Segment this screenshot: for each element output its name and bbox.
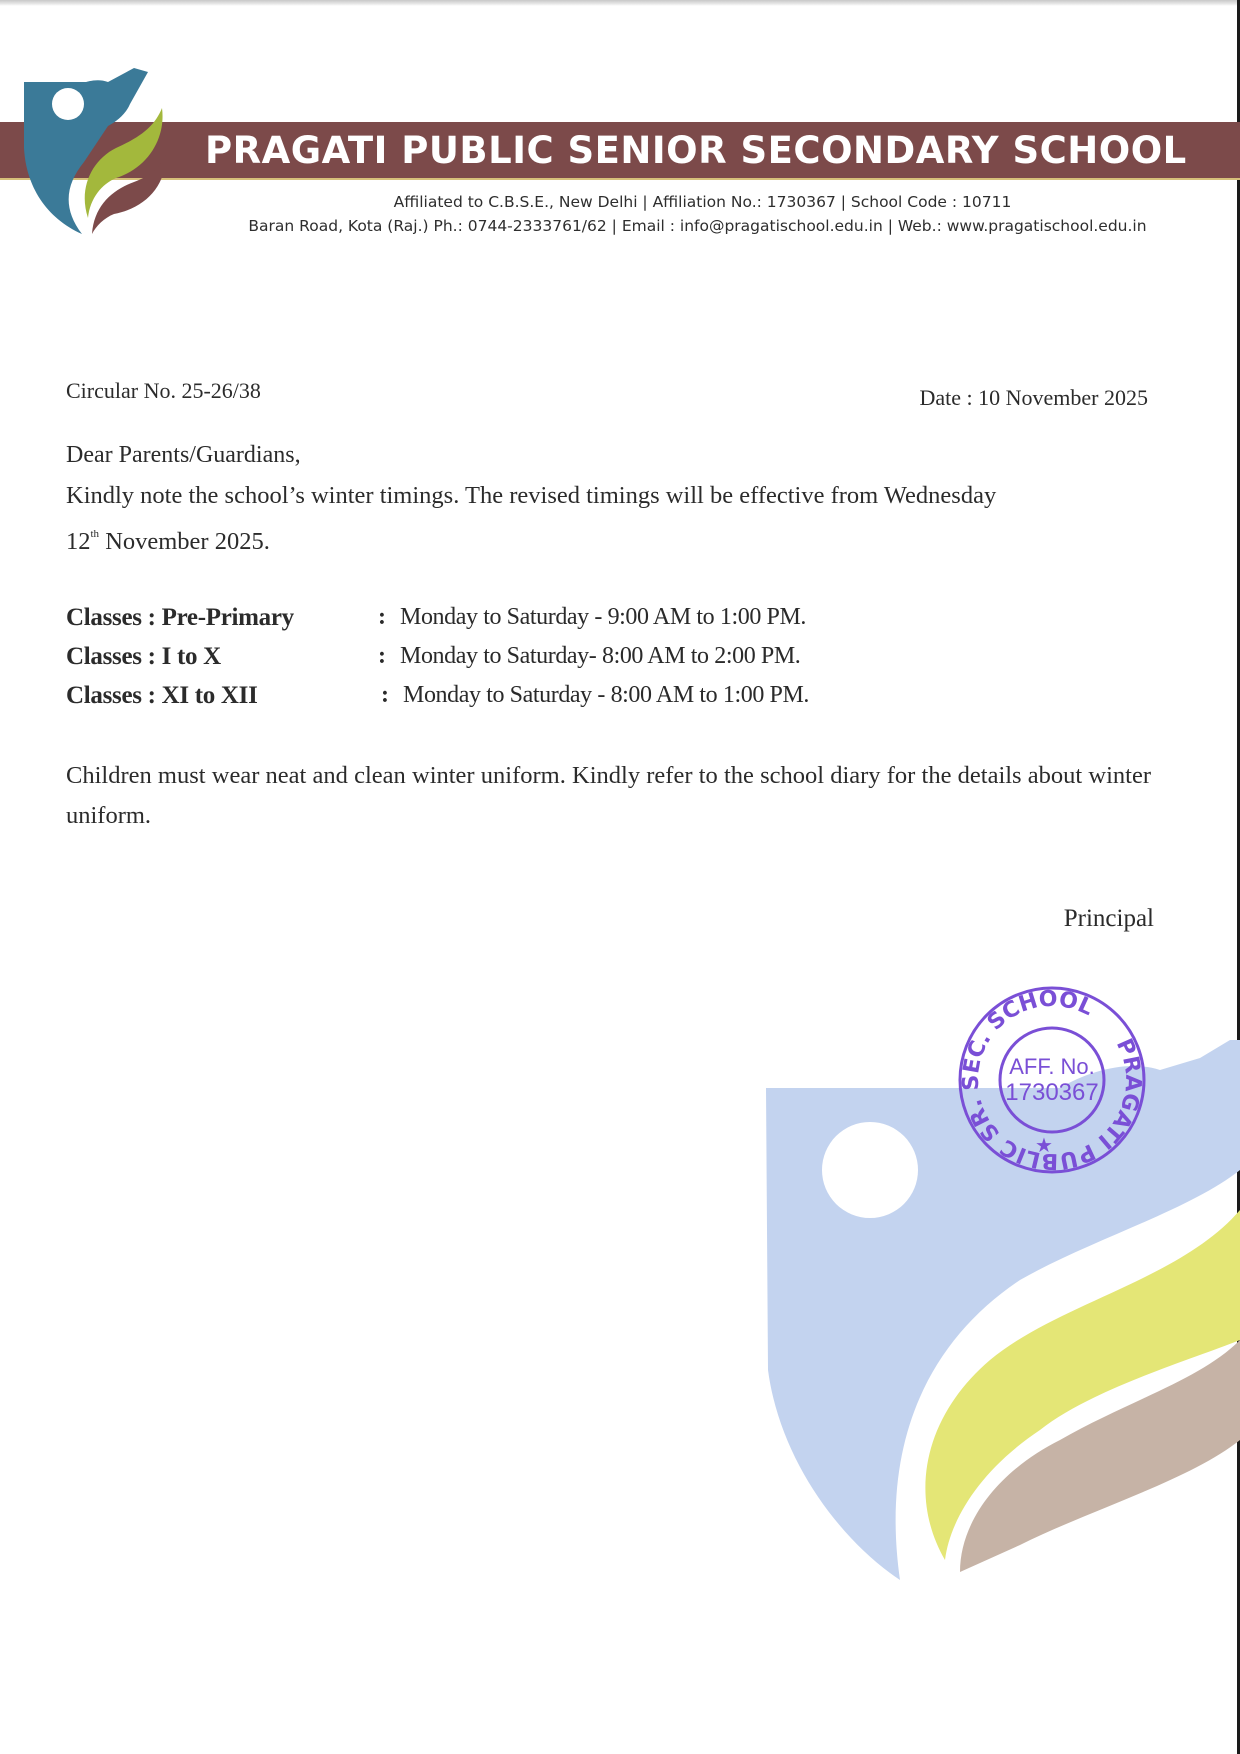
- school-stamp-icon: [952, 980, 1152, 1180]
- stamp-star-icon: ★: [1035, 1133, 1053, 1157]
- effective-day: 12: [66, 528, 91, 555]
- timing-label: Classes : I to X: [66, 643, 221, 670]
- timing-row: [66, 682, 966, 721]
- page-top-edge: [0, 0, 1240, 6]
- effective-suffix: th: [90, 528, 100, 540]
- circular-number: Circular No. 25-26/38: [66, 378, 261, 403]
- contact-line: Baran Road, Kota (Raj.) Ph.: 0744-2333761/62 | Email : info@pragatischool.edu.in | Web.: www.pragatischool.edu.in: [248, 217, 1147, 235]
- timing-row: [66, 604, 966, 643]
- timing-value: Monday to Saturday - 9:00 AM to 1:00 PM.: [400, 604, 807, 630]
- school-name: PRAGATI PUBLIC SENIOR SECONDARY SCHOOL: [205, 129, 1187, 172]
- intro-paragraph: [66, 476, 1151, 561]
- logo-head: [52, 88, 84, 120]
- timing-row: [66, 643, 966, 682]
- salutation: Dear Parents/Guardians,: [66, 442, 301, 468]
- stamp-inner-line1: AFF. No.: [1009, 1054, 1095, 1079]
- intro-text: Kindly note the school’s winter timings. The revised timings will be effective from Wednesday: [66, 482, 997, 509]
- uniform-paragraph: Children must wear neat and clean winter uniform. Kindly refer to the school diary for the details about winter uniform.: [66, 762, 1151, 829]
- timing-label: Classes : XI to XII: [66, 682, 258, 709]
- timing-colon: :: [381, 682, 389, 708]
- watermark-head: [822, 1122, 918, 1218]
- affiliation-line: Affiliated to C.B.S.E., New Delhi | Affiliation No.: 1730367 | School Code : 10711: [393, 193, 1012, 211]
- stamp-outer-text: PRAGATI PUBLIC SR. SEC. SCHOOL: [958, 986, 1146, 1174]
- effective-rest: November 2025.: [99, 528, 270, 555]
- timing-value: Monday to Saturday - 8:00 AM to 1:00 PM.: [403, 682, 810, 708]
- timings-list: [66, 604, 966, 721]
- circular-date: Date : 10 November 2025: [919, 385, 1148, 410]
- stamp-inner-line2: 1730367: [1005, 1079, 1099, 1106]
- timing-value: Monday to Saturday- 8:00 AM to 2:00 PM.: [400, 643, 801, 669]
- signature: Principal: [1063, 905, 1154, 932]
- timing-colon: :: [378, 643, 386, 669]
- timing-colon: :: [378, 604, 386, 630]
- timing-label: Classes : Pre-Primary: [66, 604, 294, 631]
